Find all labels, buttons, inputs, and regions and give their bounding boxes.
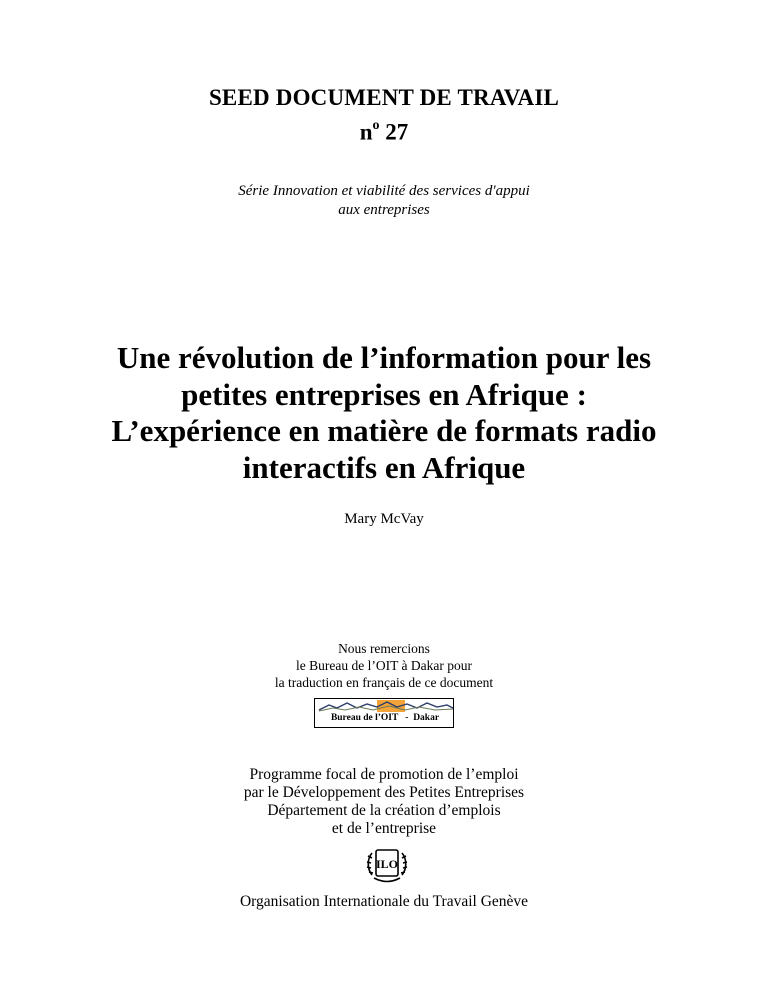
organization-name: Organisation Internationale du Travail Genève xyxy=(239,893,529,910)
bureau-dakar-logo xyxy=(314,698,454,728)
title-line-3: L’expérience en matière de formats radio xyxy=(111,413,657,448)
title-line-4: interactifs en Afrique xyxy=(242,449,526,485)
programme-line-3: Département de la création d’emplois xyxy=(267,802,501,819)
main-title xyxy=(0,340,768,486)
acknowledgement-line-1: Nous remercions xyxy=(338,641,430,656)
acknowledgement xyxy=(0,640,768,691)
number-prefix: n xyxy=(359,119,373,145)
title-line-2: petites entreprises en Afrique : xyxy=(181,376,587,412)
acknowledgement-line-3: la traduction en français de ce document xyxy=(274,675,494,690)
title-line-1: Une révolution de l’information pour les xyxy=(116,340,652,375)
subseries-title xyxy=(0,182,768,220)
subseries-line-1: Série Innovation et viabilité des services d'appui xyxy=(238,183,530,199)
series-title: SEED DOCUMENT DE TRAVAIL xyxy=(208,85,560,110)
ilo-emblem-text: ILO xyxy=(375,857,399,871)
programme-line-1: Programme focal de promotion de l’emploi xyxy=(249,766,519,783)
document-number xyxy=(0,114,768,147)
ilo-emblem-icon xyxy=(364,845,410,885)
programme-line-4: et de l’entreprise xyxy=(331,820,437,837)
number-value: 27 xyxy=(379,119,409,145)
landscape-banner-icon xyxy=(315,699,455,713)
author-name: Mary McVay xyxy=(344,511,424,527)
number-superscript: o xyxy=(372,118,380,133)
programme-block xyxy=(0,766,768,838)
subseries-line-2: aux entreprises xyxy=(338,202,430,218)
laurel-base xyxy=(374,878,400,882)
bureau-logo-text: Bureau de l’OIT - Dakar xyxy=(330,713,440,723)
acknowledgement-line-2: le Bureau de l’OIT à Dakar pour xyxy=(296,658,472,673)
programme-line-2: par le Développement des Petites Entreprises xyxy=(243,784,525,801)
